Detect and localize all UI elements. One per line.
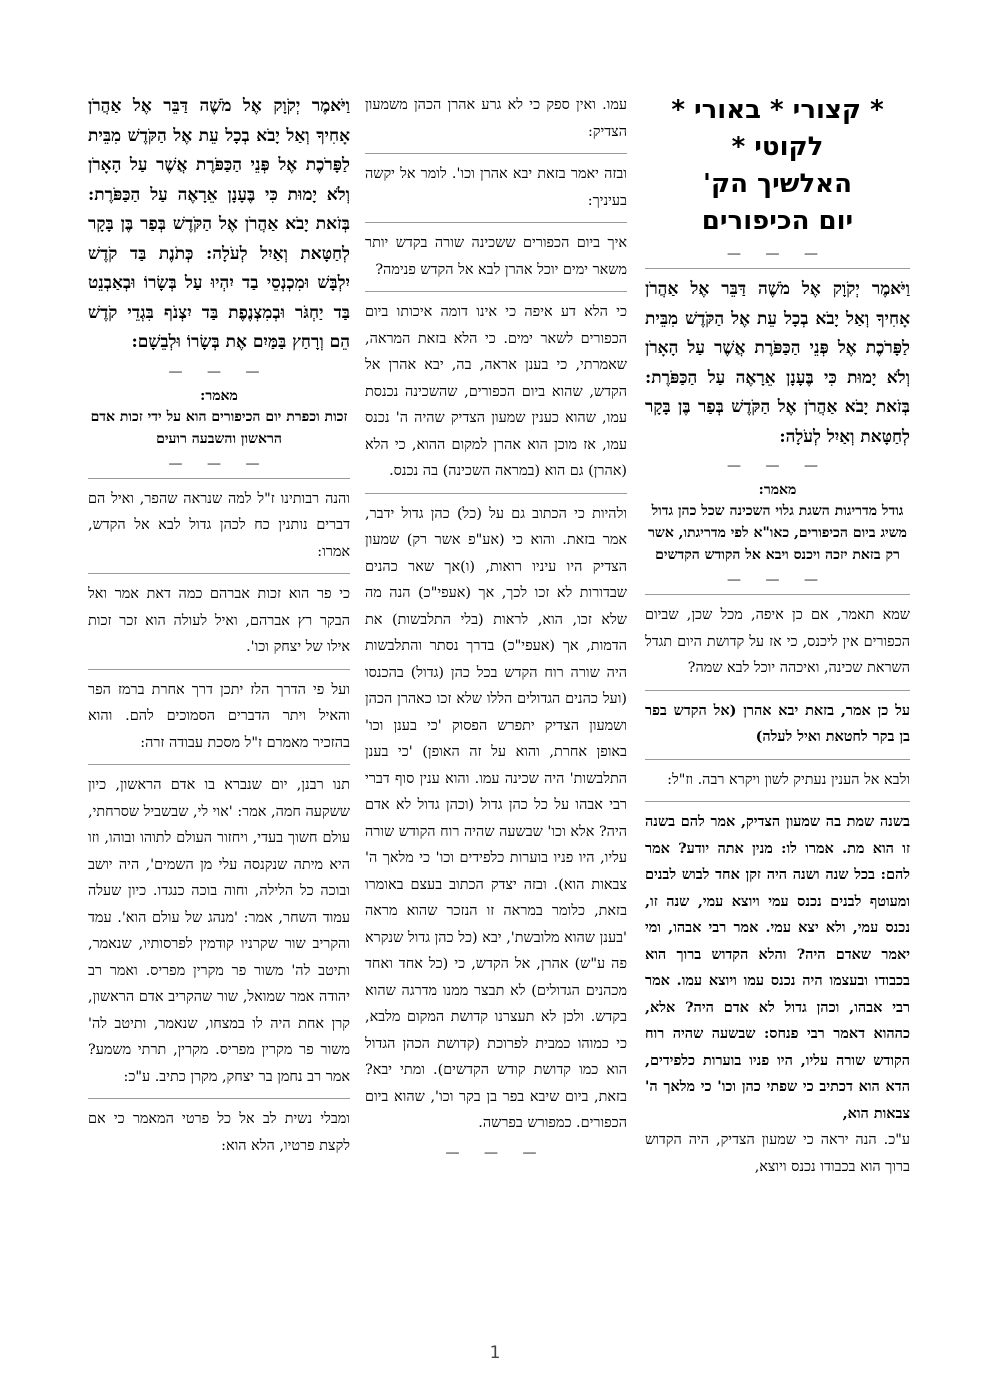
verse-text: וַיֹּאמֶר יְקֹוָק אֶל מֹשֶׁה דַּבֵּר אֶל אַהֲרֹן אָחִיךָ וְאַל יָבֹא בְכָל עֵת אֶל הַקֹּדֶשׁ מִבֵּית לַפָּרֹכֶת אֶל פְּנֵי הַכַּפֹּרֶת אֲשֶׁר עַל הָאָרֹן וְלֹא יָמוּת כִּי בֶּעָנָן אֵרָאֶה עַל הַכַּפֹּרֶת: בְּזֹאת יָבֹא אַהֲרֹן אֶל הַקֹּדֶשׁ בְּפַר בֶּן בָּקָר לְחַטָּאת וְאַיִל לְעֹלָה: כְּתֹנֶת בַּד קֹדֶשׁ יִלְבָּשׁ וּמִכְנְסֵי בַד יִהְיוּ עַל בְּשָׂרוֹ וּבְאַבְנֵט בַּד יַחְגֹּר וּבְמִצְנֶפֶת בַּד יִצְנֹף בִּגְדֵי קֹדֶשׁ הֵם וְרָחַץ בַּמַּיִם אֶת בְּשָׂרוֹ וּלְבֵשָׁם: — [88, 96, 350, 352]
page-number: 1 — [489, 1343, 501, 1363]
ornament-divider — [88, 364, 350, 380]
page-title — [645, 92, 910, 240]
paragraph: כי פר הוא זכות אברהם כמה דאת אמר ואל הבקר רץ אברהם, ואיל לעולה הוא זכר זכות אילו של יצחק וכו'. — [88, 573, 350, 661]
title-line-3: יום הכיפורים — [701, 206, 854, 236]
section-description: גודל מדריגות השגת גלוי השכינה שכל כהן גדול משיג ביום הכיפורים, כאו"א לפי מדריגתו, אשר רק בזאת יזכה ויכנס ויבא אל הקודש הקדשים — [648, 503, 907, 563]
verse-text: וַיֹּאמֶר יְקֹוָק אֶל מֹשֶׁה דַּבֵּר אֶל אַהֲרֹן אָחִיךָ וְאַל יָבֹא בְכָל עֵת אֶל הַקֹּדֶשׁ מִבֵּית לַפָּרֹכֶת אֶל פְּנֵי הַכַּפֹּרֶת אֲשֶׁר עַל הָאָרֹן וְלֹא יָמוּת כִּי בֶּעָנָן אֵרָאֶה עַל הַכַּפֹּרֶת: בְּזֹאת יָבֹא אַהֲרֹן אֶל הַקֹּדֶשׁ בְּפַר בֶּן בָּקָר לְחַטָּאת וְאַיִל לְעֹלָה: — [645, 279, 910, 447]
paragraph: ומבלי נשית לב אל כל פרטי המאמר כי אם לקצת פרטיו, הלא הוא: — [88, 1098, 350, 1159]
title-line-2: האלשיך הק' — [703, 169, 852, 199]
paragraph: עמו. ואין ספק כי לא גרע אהרן הכהן משמעון הצדיק: — [365, 97, 627, 140]
column-middle — [365, 92, 627, 1167]
divider-line — [645, 268, 910, 269]
paragraph: והנה רבותינו ז"ל למה שנראה שהפר, ואיל הם דברים נותנין כח לכהן גדול לבא אל הקדש, אמרו: — [88, 478, 350, 566]
ornament-divider — [645, 572, 910, 588]
paragraph-quote: בשנה שמת בה שמעון הצדיק, אמר להם בשנה זו הוא מת. אמרו לו: מנין אתה יודע? אמר להם: בכל שנה ושנה היה זקן אחד לבוש לבנים ומעוטף לבנים נכנס עמי ויוצא עמי, שנה זו, נכנס עמי, ולא יצא עמי. אמר רבי אבהו, ומי יאמר שאדם היה? והלא הקדוש ברוך הוא בכבודו ובעצמו היה נכנס עמו ויוצא עמו. אמר רבי אבהו, וכהן גדול לא אדם היה? אלא, כההוא דאמר רבי פנחס: שבשעה שהיה רוח הקודש שורה עליו, היו פניו בוערות כלפידים, הדא הוא דכתיב כי שפתי כהן וכו' כי מלאך ה' צבאות הוא, — [645, 801, 910, 1127]
ornament-divider — [645, 246, 910, 262]
ornament-divider — [365, 1145, 627, 1161]
section-description: זכות וכפרת יום הכיפורים הוא על ידי זכות אדם הראשון והשבעה רועים — [90, 408, 348, 447]
paragraph: ועל פי הדרך הלז יתכן דרך אחרת ברמז הפר והאיל ויתר הדברים הסמוכים להם. והוא בהזכיר מאמרם ז"ל מסכת עבודה זרה: — [88, 669, 350, 757]
paragraph: ע"כ. הנה יראה כי שמעון הצדיק, היה הקדוש ברוך הוא בכבודו נכנס ויוצא, — [645, 1132, 910, 1175]
ornament-divider — [645, 458, 910, 474]
paragraph: ובזה יאמר בזאת יבא אהרן וכו'. לומר אל יקשה בעיניך: — [365, 153, 627, 214]
column-right — [645, 92, 910, 1188]
paragraph: כי הלא דע איפה כי אינו דומה איכותו ביום הכפורים לשאר ימים. כי הלא בזאת המראה, שאמרתי, כי בענן אראה, בה, יבא אהרן אל הקדש, שהוא ביום הכפורים, שהשכינה נכנסת עמו, שהוא כענין שמעון הצדיק שהיה ה' נכנס עמו, אז מוכן הוא אהרן למקום ההוא, כי הלא (אהרן) גם הוא (במראה השכינה) בה נכנס. — [365, 291, 627, 485]
section-label: מאמר: — [758, 482, 797, 498]
section-label: מאמר: — [200, 387, 238, 404]
title-line-1: * קצורי * באורי * לקוטי * — [671, 95, 884, 162]
column-left — [88, 92, 350, 1167]
paragraph: ולבא אל הענין נעתיק לשון ויקרא רבה. וז"ל: — [645, 759, 910, 794]
paragraph: תנו רבנן, יום שנברא בו אדם הראשון, כיון ששקעה חמה, אמר: 'אוי לי, שבשביל שסרחתי, עולם חשוך בעדי, ויחזור העולם לתוהו ובוהו, וזו היא מיתה שנקנסה עלי מן השמים', היה יושב ובוכה כל הלילה, וחוה בוכה כנגדו. כיון שעלה עמוד השחר, אמר: 'מנהג של עולם הוא'. עמד והקריב שור שקרניו קודמין לפרסותיו, שנאמר, ותיטב לה' משור פר מקרין מפריס. ואמר רב יהודה אמר שמואל, שור שהקריב אדם הראשון, קרן אחת היה לו במצחו, שנאמר, ותיטב לה' משור פר מקרין מפריס. מקרין, תרתי משמע? אמר רב נחמן בר יצחק, מקרן כתיב. ע"כ: — [88, 764, 350, 1090]
paragraph: על כן אמר, בזאת יבא אהרן (אל הקדש בפר בן בקר לחטאת ואיל לעלה) — [645, 690, 910, 751]
paragraph: ולהיות כי הכתוב גם על (כל) כהן גדול ידבר, אמר בזאת. והוא כי (אע"פ אשר רק) שמעון הצדיק היו עיניו רואות, (ו)אך שאר כהנים שבדורות לא זכו לכך, אך (אעפי"כ) הנה מה שלא זכו, הוא, לראות (בלי התלבשות) את הדמות, אך (אעפי"כ) בדרך נסתר והתלבשות היה שורה רוח הקדש בכל כהן (גדול) בהכנסו (ועל כהנים הגדולים הללו שלא זכו כאהרן הכהן ושמעון הצדיק יתפרש הפסוק 'כי בענן וכו' באופן אחרת, והוא על זה האופן) 'כי בענן התלבשות' היה שכינה עמו. והוא ענין סוף דברי רבי אבהו על כל כהן גדול (וכהן גדול לא אדם היה? אלא וכו' שבשעה שהיה רוח הקודש שורה עליו, היו פניו בוערות כלפידים וכו' כי מלאך ה' צבאות הוא). ובזה יצדק הכתוב בעצם באומרו בזאת, כלומר במראה זו הנזכר שהוא מראה 'בענן שהוא מלובשת', יבא (כל כהן גדול שנקרא פה ע"ש) אהרן, אל הקדש, כי (כל אחד ואחד מכהנים הגדולים) לא תבצר ממנו מדרגה שהוא בקדש. ולכן לא תעצרנו קדושת המקום מלבא, כי כמוהו כמבית לפרוכת (קדושת הכהן הגדול הוא כמו קדושת קודש הקדשים). ומתי יבא? בזאת, ביום שיבא בפר בן בקר וכו', שהוא ביום הכפורים. כמפורש בפרשה. — [365, 493, 627, 1137]
paragraph: איך ביום הכפורים ששכינה שורה בקדש יותר משאר ימים יוכל אהרן לבא אל הקדש פנימה? — [365, 222, 627, 283]
ornament-divider — [88, 456, 350, 472]
paragraph: שמא תאמר, אם כן איפה, מכל שכן, שביום הכפורים אין ליכנס, כי אז על קדושת היום תגדל השראת שכינה, ואיכהה יוכל לבא שמה? — [645, 594, 910, 682]
